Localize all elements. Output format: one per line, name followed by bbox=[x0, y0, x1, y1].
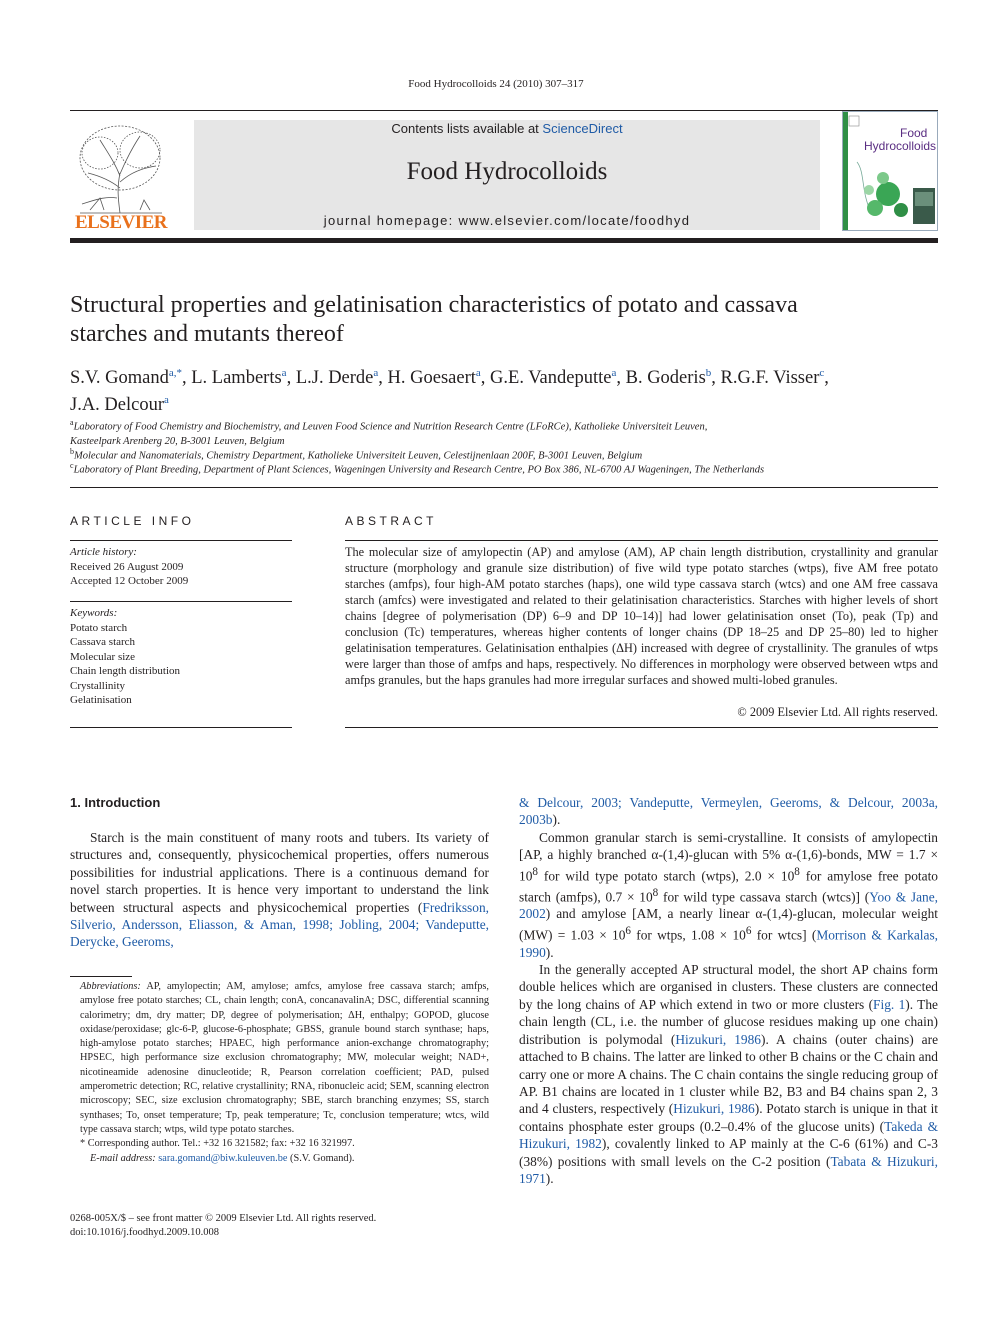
article-info-bottom-rule bbox=[70, 727, 292, 728]
author-separator: , bbox=[182, 368, 192, 389]
abstract-rule bbox=[345, 540, 938, 541]
author-affiliation-marker[interactable]: a bbox=[373, 367, 379, 379]
article-title-line: Structural properties and gelatinisation characteristics of potato and cassava bbox=[70, 292, 798, 318]
paragraph-text: Common granular starch is semi-crystalline. It consists of amylopectin [AP, a highly branched α-(1,4)-glucan with 5% α-(1,6)-bonds, MW = 1.7 × 10 bbox=[519, 829, 938, 884]
author-affiliation-marker[interactable]: c bbox=[819, 367, 825, 379]
paragraph-text: ). Potato starch is unique in that it contains phosphate ester groups (0.2–0.4% of the glucose units) ( bbox=[519, 1101, 939, 1134]
author-name: H. Goesaert bbox=[387, 368, 476, 389]
paragraph-text: Starch is the main constituent of many roots and tubers. Its variety of structures and, consequently, physicochemical properties, offers numerous possibilities for industrial applications. There is a continuous demand for novel starch properties. It is hence very important to understand the link between structural aspects and physicochemical properties ( bbox=[70, 830, 489, 915]
abstract-bottom-rule bbox=[345, 727, 938, 728]
affiliation-text: Molecular and Nanomaterials, Chemistry Department, Katholieke Universiteit Leuven, Celestijnenlaan 200F, B-3001 Leuven, Belgium bbox=[74, 450, 643, 462]
article-history bbox=[70, 545, 292, 589]
abstract-heading: ABSTRACT bbox=[345, 514, 438, 528]
citation-link[interactable]: Hizukuri, 1986 bbox=[673, 1101, 755, 1117]
introduction-heading: 1. Introduction bbox=[70, 795, 161, 810]
keyword: Chain length distribution bbox=[70, 665, 180, 677]
citation-link[interactable]: Tabata & Hizukuri, 1971 bbox=[519, 1153, 938, 1186]
header-thick-rule bbox=[70, 238, 938, 243]
exponent: 8 bbox=[794, 865, 800, 878]
accepted-date: Accepted 12 October 2009 bbox=[70, 575, 189, 587]
section-rule bbox=[70, 487, 938, 488]
paragraph-text: for wtcs] ( bbox=[751, 927, 817, 943]
author-affiliation-marker[interactable]: a bbox=[281, 367, 287, 379]
front-matter-line: 0268-005X/$ – see front matter © 2009 Elsevier Ltd. All rights reserved. bbox=[70, 1213, 377, 1224]
author-affiliation-marker[interactable]: a,* bbox=[168, 367, 182, 379]
paragraph-text: for amylose free potato starch (amfps), 0.7 × 10 bbox=[519, 868, 938, 904]
author-name: J.A. Delcour bbox=[70, 395, 165, 416]
abbreviations-label: Abbreviations: bbox=[80, 981, 141, 992]
keyword: Gelatinisation bbox=[70, 694, 132, 706]
paragraph-text: for wtps, 1.08 × 10 bbox=[630, 927, 746, 943]
corresponding-author-footnote: * Corresponding author. Tel.: +32 16 321582; fax: +32 16 321997. bbox=[80, 1138, 355, 1150]
paragraph-text: for wild type potato starch (wtps), 2.0 × 10 bbox=[537, 868, 795, 884]
body-paragraph-continued bbox=[519, 794, 938, 829]
cover-title-food: Food bbox=[900, 126, 928, 140]
author-separator: , bbox=[480, 368, 491, 389]
affiliation-marker: a bbox=[70, 418, 74, 427]
article-title-line: starches and mutants thereof bbox=[70, 321, 344, 347]
contents-prefix: Contents lists available at bbox=[391, 121, 543, 136]
body-column-right bbox=[519, 794, 938, 1187]
article-info-heading: ARTICLE INFO bbox=[70, 514, 195, 528]
affiliation-marker: b bbox=[70, 447, 74, 456]
journal-name: Food Hydrocolloids bbox=[406, 158, 608, 185]
keyword: Cassava starch bbox=[70, 636, 136, 648]
footnotes bbox=[70, 980, 489, 1166]
exponent: 6 bbox=[625, 924, 631, 937]
citation-link[interactable]: Morrison & Karkalas, 1990 bbox=[519, 927, 939, 960]
paragraph-text: ), covalently linked to AP mainly at the C-6 (61%) and C-3 (38%) positions with small levels on the C-2 position ( bbox=[519, 1136, 938, 1169]
exponent: 6 bbox=[745, 924, 752, 937]
keywords-label: Keywords: bbox=[70, 607, 118, 619]
contents-line bbox=[194, 121, 820, 136]
sciencedirect-link[interactable]: ScienceDirect bbox=[542, 121, 623, 136]
paragraph-text: In the generally accepted AP structural model, the short AP chains form double helices which are organised in clusters. These clusters are connected by the long chains of AP which extend in two or more clusters ( bbox=[519, 962, 938, 1012]
front-matter bbox=[70, 1212, 376, 1240]
paragraph-text: ). bbox=[545, 944, 554, 960]
citation-link[interactable]: Fredriksson, Silverio, Andersson, Eliasson, & Aman, 1998; Jobling, 2004; Vandeputte, Derycke, Geeroms, bbox=[70, 899, 489, 950]
author-name: R.G.F. Visser bbox=[720, 368, 820, 389]
affiliation-text: Laboratory of Food Chemistry and Biochemistry, and Leuven Food Science and Nutrition Research Centre (LFoRCe), Katholieke Universiteit Leuven, bbox=[73, 421, 708, 433]
body-column-left bbox=[70, 829, 489, 951]
article-title bbox=[70, 291, 938, 349]
author-affiliation-marker[interactable]: a bbox=[475, 367, 481, 379]
author-separator: , bbox=[286, 368, 296, 389]
citation-link[interactable]: Fig. 1 bbox=[873, 996, 906, 1012]
body-paragraph bbox=[519, 961, 938, 1187]
doi[interactable]: doi:10.1016/j.foodhyd.2009.10.008 bbox=[70, 1227, 220, 1238]
email-suffix: (S.V. Gomand). bbox=[287, 1152, 355, 1164]
author-name: S.V. Gomand bbox=[70, 368, 169, 389]
paragraph-text: ). The chain length (CL, i.e. the number of glucose residues making up one chain) distribution is polymodal ( bbox=[519, 996, 938, 1047]
author-separator: , bbox=[616, 368, 626, 389]
footnote-rule bbox=[70, 976, 132, 977]
journal-homepage[interactable]: journal homepage: www.elsevier.com/locate/foodhyd bbox=[323, 213, 691, 228]
abstract-text: The molecular size of amylopectin (AP) and amylose (AM), AP chain length distribution, crystallinity and granular structure (morphology and granule size distribution) of five wild type potato starches (wtps), five AM free potato starches (amfps), four high-AM potato starches (haps), one wild type cassava starch (wtcs) and one AM free cassava starch (amfcs) were investigated and related to their gelatinisation characteristics. Starches with higher levels of short chains [degree of polymerisation (DP) 6–9 and DP 10–14)] had lower gelatinisation onset (To), peak (Tp) and conclusion (Tc) temperatures, whereas higher contents of longer chains (DP 18–25 and DP 25–80) led to higher gelatinisation temperatures. Gelatinisation enthalpies (ΔH) increased with degree of crystallinity. The granules of wtps were larger than those of amfps and haps, respectively. No differences in morphology were observed between wtps and amfps granules, but the haps granules had more irregular surfaces and showed multi-lobed granules. bbox=[345, 545, 938, 687]
author-name: G.E. Vandeputte bbox=[490, 368, 612, 389]
keywords-rule bbox=[70, 601, 292, 602]
author-affiliation-marker[interactable]: b bbox=[705, 367, 712, 379]
keyword: Molecular size bbox=[70, 650, 136, 663]
paragraph-text: ). bbox=[552, 812, 561, 828]
header-rule bbox=[70, 110, 938, 111]
citation-link[interactable]: Hizukuri, 1986 bbox=[675, 1031, 762, 1047]
citation-link[interactable]: Yoo & Jane, 2002 bbox=[519, 888, 938, 922]
author-name: L.J. Derde bbox=[295, 368, 374, 389]
email-link[interactable]: sara.gomand@biw.kuleuven.be bbox=[158, 1152, 288, 1164]
email-footnote bbox=[70, 1152, 489, 1166]
abbreviations-text: AP, amylopectin; AM, amylose; amfcs, amylose free cassava starch; amfps, amylose free potato starches; CL, chain length; conA, concanavalinA; DSC, differential scanning calorimetry; dm, dry matter; DP, degree of polymerisation; ΔH, enthalpy; GOPOD, glucose oxidase/peroxidase; glc-6-P, glucose-6-phosphate; GBSS, granule bound starch synthase; haps, high-amylose potato starches; HPAEC, high performance anion-exchange chromatography; HPSEC, high performance size exclusion chromatography; MW, molecular weight; NAD+, nicotineamide adenosine dinucleotide; R, Pearson correlation coefficient; PAD, pulsed amperometric detection; RC, relative crystallinity; RNA, ribonucleic acid; SEM, scanning electron microscopy; SEC, size exclusion chromatography; SBE, starch branching enzymes; SS, starch synthases; To, onset temperature; Tp, peak temperature; Tc, conclusion temperature; wtcs, wild type cassava starch; wtps, wild type potato starches. bbox=[80, 981, 489, 1135]
exponent: 8 bbox=[652, 886, 659, 899]
author-name: L. Lamberts bbox=[191, 368, 282, 389]
author-affiliation-marker[interactable]: a bbox=[611, 367, 617, 379]
author-name: B. Goderis bbox=[625, 368, 706, 389]
affiliation-text: Kasteelpark Arenberg 20, B-3001 Leuven, Belgium bbox=[70, 436, 285, 447]
author-separator: , bbox=[378, 368, 388, 389]
keyword: Potato starch bbox=[70, 621, 128, 634]
paragraph-text: ). bbox=[545, 1170, 554, 1186]
paragraph-text: for wild type cassava starch (wtcs)] ( bbox=[658, 888, 870, 904]
article-info-rule bbox=[70, 540, 292, 541]
author-separator: , bbox=[824, 368, 829, 389]
elsevier-wordmark: ELSEVIER bbox=[74, 212, 168, 233]
keywords-block bbox=[70, 606, 292, 708]
journal-reference: Food Hydrocolloids 24 (2010) 307–317 bbox=[408, 78, 584, 90]
email-label: E-mail address: bbox=[90, 1152, 159, 1164]
affiliation-text: Laboratory of Plant Breeding, Department of Plant Sciences, Wageningen University and Research Centre, PO Box 386, NL-6700 AJ Wageningen, The Netherlands bbox=[73, 464, 765, 476]
body-paragraph bbox=[519, 829, 938, 961]
affiliation-c bbox=[70, 459, 938, 478]
body-paragraph bbox=[70, 829, 489, 951]
affiliation-marker: c bbox=[70, 461, 74, 470]
abbreviations-footnote bbox=[70, 980, 489, 1137]
citation-link[interactable]: & Delcour, 2003; Vandeputte, Vermeylen, Geeroms, & Delcour, 2003a, 2003b bbox=[519, 795, 938, 828]
citation-link[interactable]: Takeda & Hizukuri, 1982 bbox=[519, 1118, 938, 1152]
author-separator: , bbox=[711, 368, 721, 389]
history-label: Article history: bbox=[70, 546, 137, 558]
paragraph-text: ). A chains (outer chains) are attached to B chains. The latter are linked to other B chains or the C chain and carry one or more A chains. The C chain contains the single reducing group of AP. B1 chains are located in 1 cluster while B2, B3 and B4 chains span 2, 3 and 4 clusters, respectively ( bbox=[519, 1031, 939, 1117]
paragraph-text: ) and amylose [AM, a nearly linear α-(1,4)-glucan, molecular weight (MW) = 1.03 × 10 bbox=[519, 906, 938, 943]
exponent: 8 bbox=[532, 865, 538, 878]
keyword: Crystallinity bbox=[70, 679, 125, 692]
author-affiliation-marker[interactable]: a bbox=[164, 394, 169, 407]
abstract-copyright: © 2009 Elsevier Ltd. All rights reserved. bbox=[737, 705, 938, 719]
received-date: Received 26 August 2009 bbox=[70, 560, 184, 573]
cover-title-hydrocolloids: Hydrocolloids bbox=[864, 139, 937, 153]
author-list bbox=[70, 362, 938, 416]
